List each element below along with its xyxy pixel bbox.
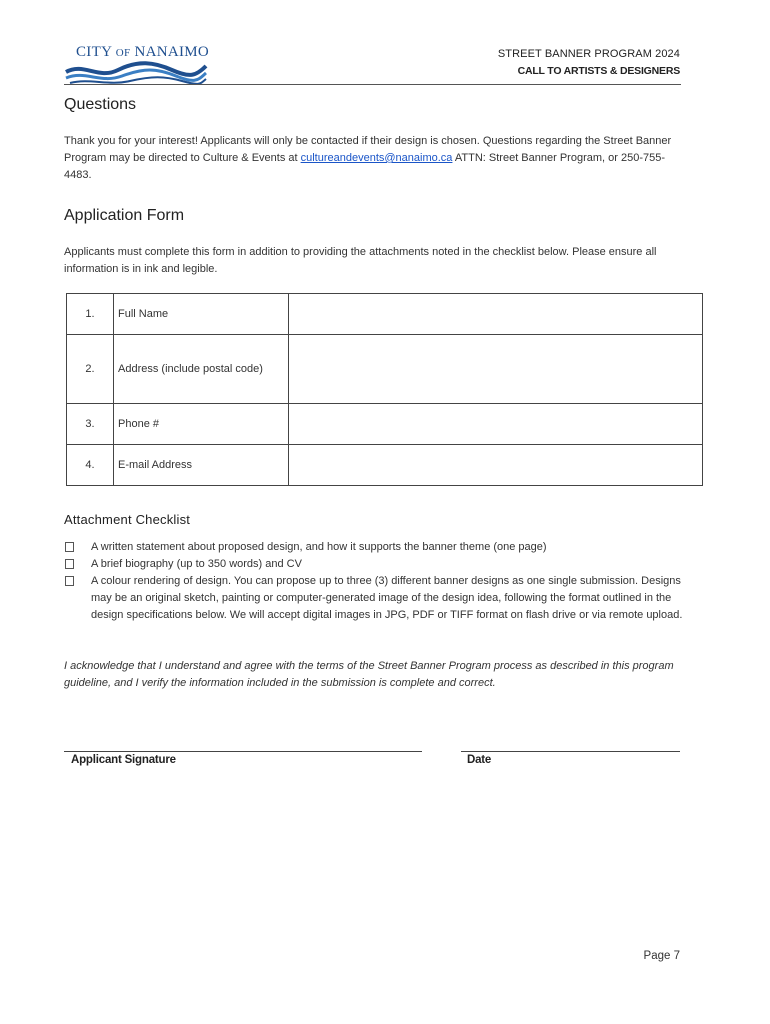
applicant-signature-line[interactable] — [64, 751, 422, 752]
form-row-full-name — [67, 294, 703, 335]
call-subtitle: CALL TO ARTISTS & DESIGNERS — [517, 65, 680, 77]
page-number: Page 7 — [643, 950, 680, 962]
program-title: STREET BANNER PROGRAM 2024 — [497, 48, 680, 60]
questions-text-part2: ATTN: Street Banner Program, or 250-755-4483. — [64, 152, 665, 181]
checklist-item-text: A colour rendering of design. You can propose up to three (3) different banner designs as one single submission. Designs may be an original sketch, painting or computer-generated image of the design idea, following the format outlined in the design specifications below. We will accept digital images in JPG, PDF or TIFF format on flash drive or via remote upload. — [91, 575, 683, 621]
checkbox-icon[interactable] — [65, 559, 74, 569]
city-logo — [64, 44, 208, 86]
checklist-item — [64, 556, 684, 573]
header-titles — [498, 48, 680, 77]
checklist-item-text: A brief biography (up to 350 words) and CV — [91, 558, 302, 570]
full-name-field[interactable] — [289, 294, 703, 335]
logo-text-of: OF — [115, 47, 131, 59]
acknowledgement-text: I acknowledge that I understand and agree with the terms of the Street Banner Program process as described in this program guideline, and I verify the information included in the submission is complete and correct. — [64, 660, 674, 689]
row-number: 4. — [67, 445, 114, 486]
checkbox-icon[interactable] — [65, 542, 74, 552]
checklist-item — [64, 539, 684, 556]
address-field[interactable] — [289, 335, 703, 404]
logo-text-city: CITY — [76, 44, 112, 60]
form-row-phone — [67, 404, 703, 445]
application-heading: Application Form — [64, 207, 185, 224]
application-form-table — [66, 293, 703, 486]
wave-icon — [64, 58, 208, 86]
row-number: 3. — [67, 404, 114, 445]
logo-text-name: NANAIMO — [134, 44, 210, 60]
checklist-item — [64, 573, 684, 624]
questions-text — [64, 133, 684, 184]
field-label-email: E-mail Address — [114, 445, 289, 486]
email-field[interactable] — [289, 445, 703, 486]
field-label-full-name: Full Name — [114, 294, 289, 335]
checkbox-icon[interactable] — [65, 576, 74, 586]
date-line[interactable] — [461, 751, 680, 752]
form-row-address — [67, 335, 703, 404]
row-number: 2. — [67, 335, 114, 404]
field-label-address: Address (include postal code) — [114, 335, 289, 404]
email-link[interactable]: cultureandevents@nanaimo.ca — [300, 152, 453, 164]
form-row-email — [67, 445, 703, 486]
checklist-heading: Attachment Checklist — [64, 512, 191, 527]
applicant-signature-label: Applicant Signature — [71, 754, 176, 766]
row-number: 1. — [67, 294, 114, 335]
date-label: Date — [467, 754, 492, 766]
questions-text-part1: Thank you for your interest! Applicants will only be contacted if their design is chosen. Questions regarding the Street Banner Program may be directed to Culture & Events at — [64, 135, 672, 164]
application-intro: Applicants must complete this form in addition to providing the attachments noted in the checklist below. Please ensure all information is in ink and legible. — [64, 246, 657, 275]
field-label-phone: Phone # — [114, 404, 289, 445]
header-divider — [64, 84, 681, 85]
questions-heading: Questions — [64, 96, 137, 113]
phone-field[interactable] — [289, 404, 703, 445]
attachment-checklist — [64, 539, 684, 624]
checklist-item-text: A written statement about proposed design, and how it supports the banner theme (one page) — [91, 541, 547, 553]
